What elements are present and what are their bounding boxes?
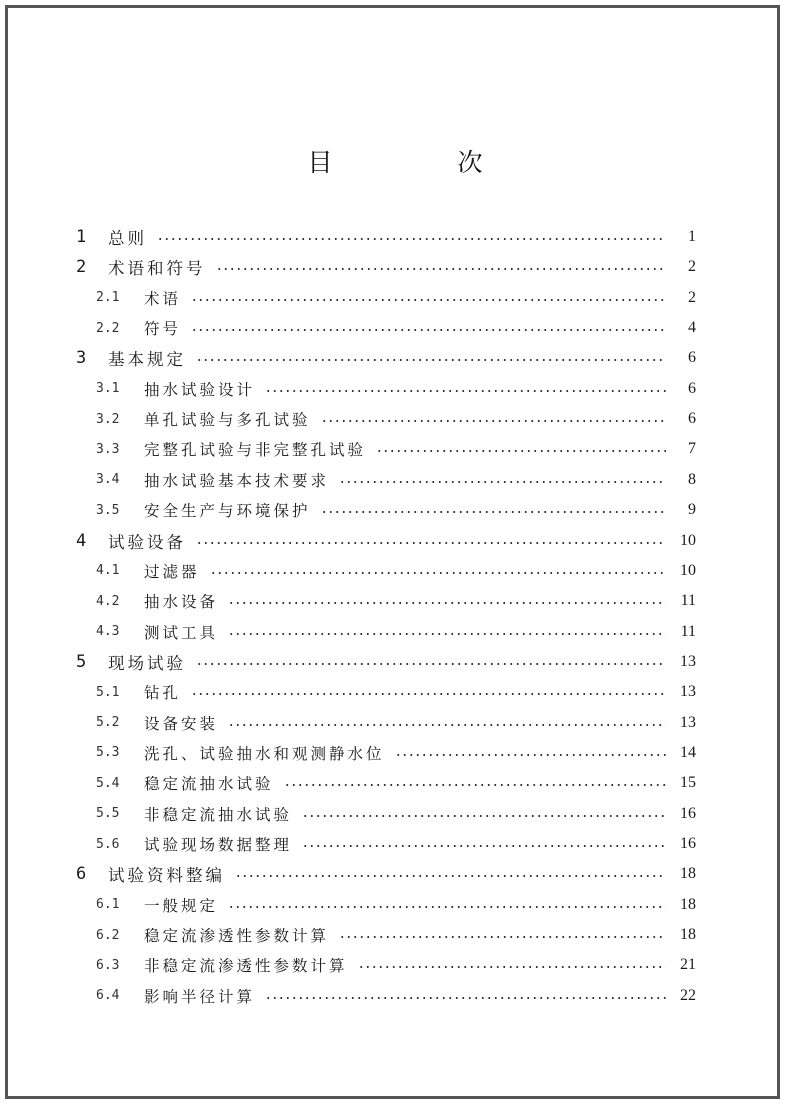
toc-leader-dots xyxy=(302,845,666,847)
toc-entry-number: 6.4 xyxy=(96,988,120,1004)
toc-section-entry[interactable] xyxy=(96,404,696,434)
toc-entry-page: 7 xyxy=(688,440,696,458)
toc-leader-dots xyxy=(284,784,666,786)
toc-entry-label: 试验资料整编 xyxy=(108,866,225,886)
toc-entry-page: 18 xyxy=(680,926,696,944)
toc-entry-number: 5.4 xyxy=(96,775,120,791)
toc-entry-number: 3.1 xyxy=(96,381,120,397)
toc-section-entry[interactable] xyxy=(96,677,696,707)
toc-section-entry[interactable] xyxy=(96,799,696,829)
toc-section-entry[interactable] xyxy=(96,738,696,768)
toc-entry-label: 术语 xyxy=(144,289,182,308)
toc-entry-label: 基本规定 xyxy=(108,350,186,370)
toc-entry-number: 3.3 xyxy=(96,441,120,457)
toc-entry-number: 4.2 xyxy=(96,593,120,609)
toc-entry-number: 5 xyxy=(76,651,87,672)
toc-entry-number: 2 xyxy=(76,257,87,278)
toc-chapter-entry[interactable] xyxy=(76,859,696,889)
toc-entry-page: 6 xyxy=(688,379,696,397)
toc-leader-dots xyxy=(157,238,666,240)
toc-leader-dots xyxy=(339,481,666,483)
toc-entry-label: 抽水试验基本技术要求 xyxy=(144,471,330,490)
toc-entry-label: 过滤器 xyxy=(144,562,200,581)
toc-entry-page: 13 xyxy=(680,652,696,670)
toc-section-entry[interactable] xyxy=(96,981,696,1011)
toc-chapter-entry[interactable] xyxy=(76,647,696,677)
toc-leader-dots xyxy=(265,997,666,999)
toc-section-entry[interactable] xyxy=(96,465,696,495)
toc-entry-label: 总则 xyxy=(108,229,147,248)
toc-section-entry[interactable] xyxy=(96,374,696,404)
toc-section-entry[interactable] xyxy=(96,313,696,343)
toc-entry-page: 6 xyxy=(688,410,696,428)
toc-entry-number: 5.6 xyxy=(96,836,120,852)
toc-leader-dots xyxy=(191,299,666,301)
toc-leader-dots xyxy=(196,359,666,361)
toc-entry-label: 抽水试验设计 xyxy=(144,380,256,399)
toc-section-entry[interactable] xyxy=(96,890,696,920)
toc-entry-page: 21 xyxy=(680,956,696,974)
toc-chapter-entry[interactable] xyxy=(76,252,696,282)
toc-leader-dots xyxy=(265,390,666,392)
toc-entry-number: 1 xyxy=(76,227,87,247)
toc-entry-number: 6.2 xyxy=(96,927,120,943)
toc-section-entry[interactable] xyxy=(96,829,696,859)
toc-entry-label: 现场试验 xyxy=(108,653,186,673)
toc-entry-number: 6 xyxy=(76,864,87,885)
toc-entry-label: 术语和符号 xyxy=(108,259,206,279)
toc-entry-label: 试验设备 xyxy=(108,532,186,552)
toc-entry-number: 3.5 xyxy=(96,502,120,518)
toc-leader-dots xyxy=(196,663,666,665)
toc-entry-page: 18 xyxy=(680,895,696,913)
toc-leader-dots xyxy=(302,815,666,817)
toc-entry-page: 6 xyxy=(688,349,696,367)
toc-section-entry[interactable] xyxy=(96,708,696,738)
toc-leader-dots xyxy=(228,906,666,908)
toc-entry-number: 2.2 xyxy=(96,320,120,336)
toc-entry-number: 3.4 xyxy=(96,472,120,488)
toc-leader-dots xyxy=(321,511,666,513)
toc-section-entry[interactable] xyxy=(96,617,696,647)
toc-entry-page: 4 xyxy=(688,319,696,337)
toc-entry-label: 非稳定流渗透性参数计算 xyxy=(144,957,348,976)
toc-entry-page: 22 xyxy=(680,986,696,1004)
toc-entry-page: 13 xyxy=(680,713,696,731)
toc-entry-number: 5.1 xyxy=(96,684,120,700)
toc-leader-dots xyxy=(191,693,666,695)
toc-entry-page: 2 xyxy=(688,288,696,306)
toc-entry-label: 钻孔 xyxy=(144,684,182,703)
toc-entry-label: 稳定流抽水试验 xyxy=(144,775,274,794)
toc-entry-number: 4.3 xyxy=(96,624,120,640)
toc-entry-page: 1 xyxy=(688,228,696,245)
toc-entry-page: 2 xyxy=(688,258,696,276)
toc-entry-label: 安全生产与环境保护 xyxy=(144,502,311,521)
toc-chapter-entry[interactable] xyxy=(76,526,696,556)
toc-leader-dots xyxy=(358,966,666,968)
toc-entry-label: 稳定流渗透性参数计算 xyxy=(144,927,330,946)
toc-entry-label: 影响半径计算 xyxy=(144,987,256,1006)
toc-entry-number: 5.5 xyxy=(96,806,120,822)
toc-entry-page: 16 xyxy=(680,804,696,822)
toc-entry-number: 4.1 xyxy=(96,563,120,579)
toc-entry-number: 5.2 xyxy=(96,715,120,731)
toc-entry-page: 10 xyxy=(680,561,696,579)
toc-section-entry[interactable] xyxy=(96,556,696,586)
toc-leader-dots xyxy=(196,542,666,544)
toc-entry-label: 符号 xyxy=(144,320,182,339)
toc-entry-label: 抽水设备 xyxy=(144,593,219,612)
toc-section-entry[interactable] xyxy=(96,950,696,980)
toc-entry-page: 18 xyxy=(680,865,696,883)
toc-leader-dots xyxy=(228,724,666,726)
toc-leader-dots xyxy=(228,602,666,604)
toc-leader-dots xyxy=(210,572,666,574)
toc-section-entry[interactable] xyxy=(96,434,696,464)
toc-leader-dots xyxy=(235,875,666,877)
toc-entry-number: 2.1 xyxy=(96,290,120,306)
toc-section-entry[interactable] xyxy=(96,283,696,313)
toc-section-entry[interactable] xyxy=(96,495,696,525)
toc-leader-dots xyxy=(228,633,666,635)
toc-entry-label: 完整孔试验与非完整孔试验 xyxy=(144,441,367,460)
toc-entry-page: 9 xyxy=(688,501,696,519)
toc-entry-label: 洗孔、试验抽水和观测静水位 xyxy=(144,744,385,763)
toc-leader-dots xyxy=(191,329,666,331)
toc-entry-label: 试验现场数据整理 xyxy=(144,836,293,854)
toc-leader-dots xyxy=(321,420,666,422)
toc-leader-dots xyxy=(376,450,666,452)
toc-entry-page: 10 xyxy=(680,531,696,549)
toc-entry-label: 一般规定 xyxy=(144,896,219,915)
toc-entry-page: 15 xyxy=(680,774,696,792)
toc-entry-number: 6.1 xyxy=(96,897,120,913)
toc-leader-dots xyxy=(339,936,666,938)
toc-section-entry[interactable] xyxy=(96,768,696,798)
toc-chapter-entry[interactable] xyxy=(76,222,696,252)
toc-entry-page: 8 xyxy=(688,470,696,488)
toc-entry-label: 设备安装 xyxy=(144,714,219,733)
toc-entry-label: 测试工具 xyxy=(144,623,219,642)
toc-entry-label: 单孔试验与多孔试验 xyxy=(144,411,311,430)
toc-leader-dots xyxy=(216,268,667,270)
toc-section-entry[interactable] xyxy=(96,920,696,950)
page-title: 目 次 xyxy=(307,148,533,177)
toc-entry-number: 4 xyxy=(76,530,87,551)
toc-entry-page: 13 xyxy=(680,683,696,701)
toc-section-entry[interactable] xyxy=(96,586,696,616)
toc-entry-number: 6.3 xyxy=(96,957,120,973)
toc-entry-page: 16 xyxy=(680,835,696,852)
toc-entry-page: 11 xyxy=(680,592,696,610)
toc-chapter-entry[interactable] xyxy=(76,343,696,373)
toc-leader-dots xyxy=(395,754,666,756)
toc-entry-number: 3.2 xyxy=(96,411,120,427)
toc-entry-label: 非稳定流抽水试验 xyxy=(144,805,293,824)
toc-entry-page: 11 xyxy=(680,622,696,640)
toc-entry-number: 3 xyxy=(76,348,87,369)
toc-entry-number: 5.3 xyxy=(96,745,120,761)
toc-entry-page: 14 xyxy=(680,743,696,761)
